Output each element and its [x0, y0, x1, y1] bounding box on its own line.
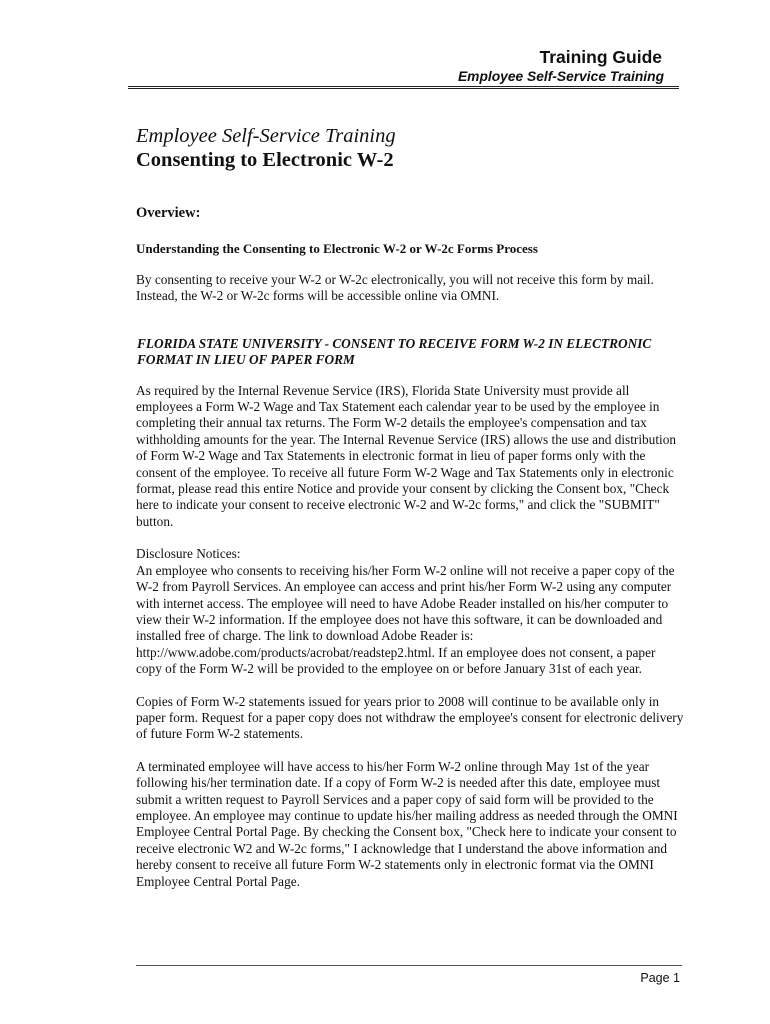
footer-divider — [136, 965, 682, 966]
overview-heading: Overview: — [136, 205, 201, 221]
copies-paragraph: Copies of Form W-2 statements issued for years prior to 2008 will continue to be available only in paper form. Request for a paper copy does not withdraw the employee's consent for electronic delivery of future Form W-2 statements. — [136, 693, 684, 742]
irs-paragraph: As required by the Internal Revenue Service (IRS), Florida State University must provide all employees a Form W-2 Wage and Tax Statement each calendar year to be used by the employee in completing their annual tax returns. The Form W-2 details the employee's compensation and tax withholding amounts for the year. The Internal Revenue Service (IRS) allows the use and distribution of Form W-2 Wage and Tax Statements in electronic format in lieu of paper forms only with the consent of the employee. To receive all future Form W-2 Wage and Tax Statements only in electronic format, please read this entire Notice and provide your consent by clicking the Consent box, "Check here to indicate your consent to receive electronic W-2 and W-2c forms," and click the "SUBMIT" button. — [136, 382, 677, 529]
document-title: Consenting to Electronic W-2 — [136, 149, 394, 171]
disclosure-paragraph: An employee who consents to receiving his/her Form W-2 online will not receive a paper copy of the W-2 from Payroll Services. An employee can access and print his/her Form W-2 using any computer with internet access. The employee will need to have Adobe Reader installed on his/her computer to view their W-2 information. If the employee does not have this software, it can be downloaded and installed free of charge. The link to download Adobe Reader is: http://www.adobe.com/products/acrobat/readstep2.html. If an employee does not consent, a paper copy of the Form W-2 will be provided to the employee on or before January 31st of each year. — [136, 562, 675, 677]
disclosure-label: Disclosure Notices: — [136, 546, 241, 562]
header-subtitle: Employee Self-Service Training — [457, 69, 664, 84]
header-title: Training Guide — [539, 47, 662, 67]
consent-heading: FLORIDA STATE UNIVERSITY - CONSENT TO RECEIVE FORM W-2 IN ELECTRONIC FORMAT IN LIEU OF PAPER FORM — [137, 335, 652, 368]
disclosure-section — [136, 546, 684, 677]
page-number: Page 1 — [640, 971, 680, 985]
document-title-italic: Employee Self-Service Training — [136, 125, 396, 147]
terminated-paragraph: A terminated employee will have access to his/her Form W-2 online through May 1st of the year following his/her termination date. If a copy of Form W-2 is needed after this date, employee must submit a written request to Payroll Services and a paper copy of said form will be provided to the employee. An employee may continue to update his/her mailing address as needed through the OMNI Employee Central Portal Page. By checking the Consent box, "Check here to indicate your consent to receive electronic W2 and W-2c forms," I acknowledge that I understand the above information and hereby consent to receive all future Form W-2 statements only in electronic format via the OMNI Employee Central Portal Page. — [136, 758, 678, 889]
document-body — [136, 124, 684, 890]
intro-paragraph: By consenting to receive your W-2 or W-2c electronically, you will not receive this form by mail. Instead, the W-2 or W-2c forms will be accessible online via OMNI. — [136, 272, 654, 304]
header-divider — [128, 86, 679, 89]
process-heading: Understanding the Consenting to Electronic W-2 or W-2c Forms Process — [136, 241, 538, 256]
